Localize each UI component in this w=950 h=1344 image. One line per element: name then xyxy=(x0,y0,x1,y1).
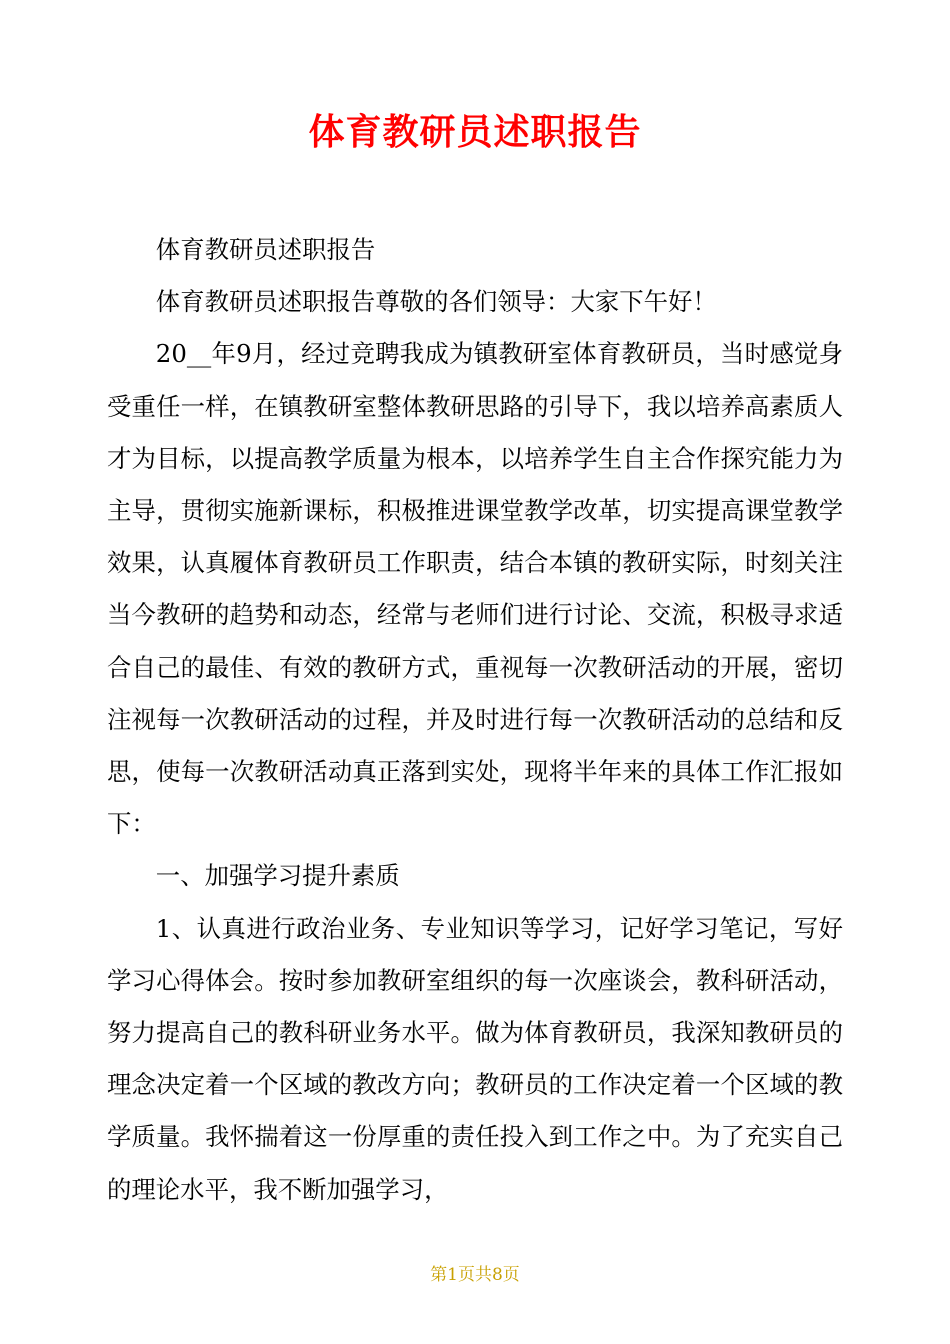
section-heading-study: 一、加强学习提升素质 xyxy=(155,861,400,891)
page-number-footer: 第1页共8页 xyxy=(430,1265,520,1285)
paragraph-study-detail: 1、认真进行政治业务、专业知识等学习，记好学习笔记，写好学习心得体会。按时参加教研室组织的每一次座谈会，教科研活动，努力提高自己的教科研业务水平。做为体育教研员，我深知教研员的理念决定着一个区域的教改方向；教研员的工作决定着一个区域的教学质量。我怀揣着这一份厚重的责任投入到工作之中。为了充实自己的理论水平，我不断加强学习， xyxy=(107,913,843,1204)
document-title: 体育教研员述职报告 xyxy=(308,112,642,153)
paragraph-heading: 体育教研员述职报告 xyxy=(155,235,376,264)
document-body xyxy=(107,224,843,1216)
paragraph-greeting: 体育教研员述职报告尊敬的各们领导：大家下午好！ xyxy=(155,287,717,317)
paragraph-introduction: 20__年9月，经过竞聘我成为镇教研室体育教研员，当时感觉身受重任一样，在镇教研室整体教研思路的引导下，我以培养高素质人才为目标，以提高教学质量为根本，以培养学生自主合作探究能力为主导，贯彻实施新课标，积极推进课堂教学改革，切实提高课堂教学效果，认真履体育教研员工作职责，结合本镇的教研实际，时刻关注当今教研的趋势和动态，经常与老师们进行讨论、交流，积极寻求适合自己的最佳、有效的教研方式，重视每一次教研活动的开展，密切注视每一次教研活动的过程，并及时进行每一次教研活动的总结和反思，使每一次教研活动真正落到实处，现将半年来的具体工作汇报如下： xyxy=(107,339,843,839)
